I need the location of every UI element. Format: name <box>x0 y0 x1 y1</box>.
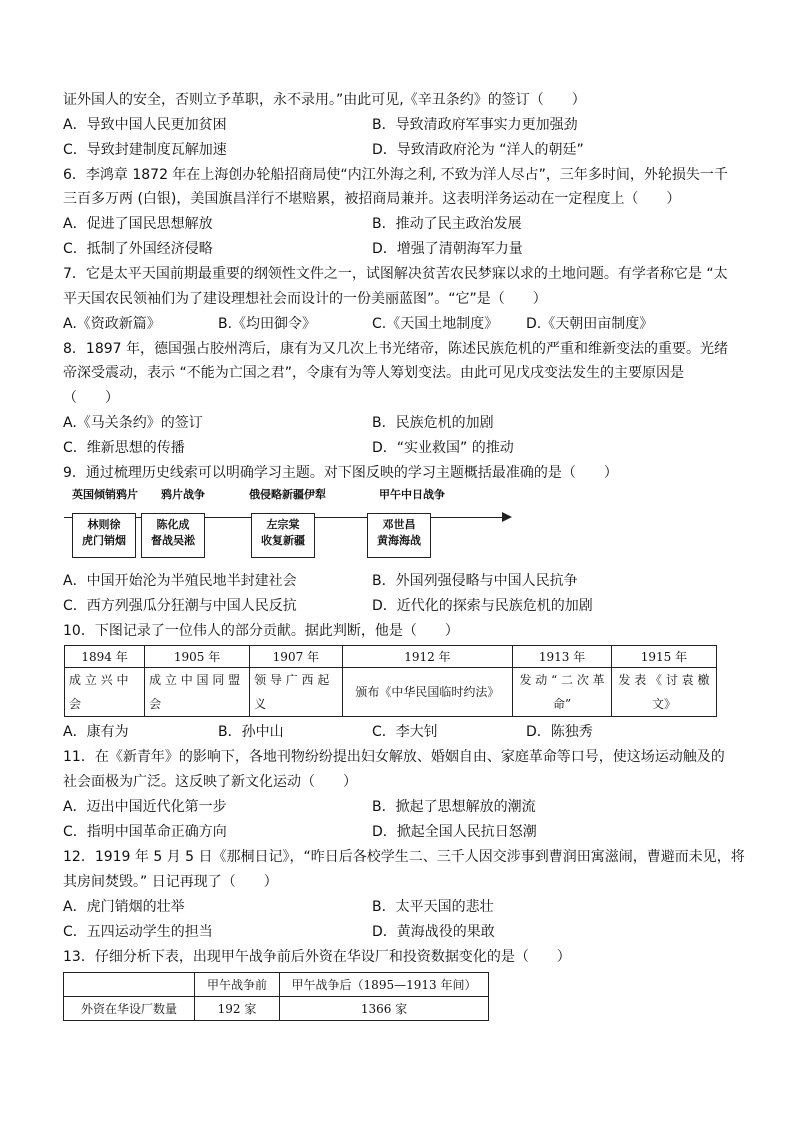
timeline-box-name: 林则徐 <box>87 518 121 531</box>
table-header-cell <box>64 973 195 997</box>
timeline-box-name: 邓世昌 <box>382 518 416 531</box>
event-cell <box>250 668 343 717</box>
q12-option-a[interactable]: A．虎门销烟的壮举 <box>63 899 185 915</box>
event-text: 领 导 广 西 起 <box>254 673 330 687</box>
timeline-box-name: 陈化成 <box>156 518 190 531</box>
timeline-label-sino-japanese-war: 甲午中日战争 <box>379 488 445 501</box>
event-text: 义 <box>254 697 267 711</box>
q5-option-d[interactable]: D．导致清政府沦为 “洋人的朝廷” <box>372 142 584 158</box>
q7-stem-line-2: 平天国农民领袖们为了建设理想社会而设计的一份美丽蓝图”。“它”是（ ） <box>63 291 547 307</box>
timeline-box-chen-huacheng <box>141 513 205 558</box>
timeline-box-event: 收复新疆 <box>261 534 305 547</box>
q11-option-a[interactable]: A．迈出中国近代化第一步 <box>63 799 227 815</box>
event-text: 发 动 “ 二 次 革 <box>519 673 605 687</box>
timeline-box-deng-shichang <box>367 513 431 558</box>
year-cell: 1894 年 <box>65 646 145 668</box>
q9-option-b[interactable]: B．外国列强侵略与中国人民抗争 <box>372 573 578 589</box>
q10-option-b[interactable]: B．孙中山 <box>218 724 284 740</box>
table-header-cell: 甲午战争前 <box>195 973 280 997</box>
event-cell <box>342 668 513 717</box>
event-cell <box>611 668 716 717</box>
q11-stem-line-2: 社会面极为广泛。这反映了新文化运动（ ） <box>63 774 357 790</box>
q10-option-c[interactable]: C．李大钊 <box>372 724 438 740</box>
q6-stem-line-1: 6．李鸿章 1872 年在上海创办轮船招商局使“内江外海之利, 不致为洋人尽占”，三年多时间，外轮损失一千 <box>63 167 728 183</box>
q5-option-a[interactable]: A．导致中国人民更加贫困 <box>63 117 227 133</box>
q10-table <box>64 645 717 717</box>
q8-stem-line-3: （ ） <box>63 390 119 406</box>
timeline-box-lin-zexu <box>72 513 136 558</box>
q6-option-c[interactable]: C．抵制了外国经济侵略 <box>63 241 213 257</box>
q12-option-c[interactable]: C．五四运动学生的担当 <box>63 924 213 940</box>
year-cell: 1912 年 <box>342 646 513 668</box>
q8-stem-line-2: 帝深受震动，表示 “不能为亡国之君”，令康有为等人筹划变法。由此可见戊戌变法发生的主要原因是 <box>63 365 684 381</box>
year-cell: 1915 年 <box>611 646 716 668</box>
table-cell: 1366 家 <box>280 997 489 1021</box>
table-cell: 外资在华设厂数量 <box>64 997 195 1021</box>
timeline-box-name: 左宗棠 <box>266 518 300 531</box>
q9-option-a[interactable]: A．中国开始沦为半殖民地半封建社会 <box>63 573 297 589</box>
q12-stem-line-2: 其房间焚毁。” 日记再现了（ ） <box>63 874 278 890</box>
event-cell <box>145 668 250 717</box>
year-cell: 1905 年 <box>145 646 250 668</box>
q6-option-a[interactable]: A．促进了国民思想解放 <box>63 216 213 232</box>
q10-option-d[interactable]: D．陈独秀 <box>526 724 593 740</box>
timeline-label-opium-dumping: 英国倾销鸦片 <box>72 488 138 501</box>
event-text: 颁布《中华民国临时约法》 <box>355 685 500 699</box>
q8-stem-line-1: 8．1897 年，德国强占胶州湾后，康有为又几次上书光绪帝，陈述民族危机的严重和维新变法的重要。光绪 <box>63 341 728 357</box>
q5-option-c[interactable]: C．导致封建制度瓦解加速 <box>63 142 227 158</box>
q12-stem-line-1: 12．1919 年 5 月 5 日《那桐日记》，“昨日后各校学生二、三千人因交涉事到曹润田寓滋闹，曹避而未见，将 <box>63 849 745 865</box>
q5-option-b[interactable]: B．导致清政府军事实力更加强劲 <box>372 117 578 133</box>
q8-option-a[interactable]: A.《马关条约》的签订 <box>63 415 203 431</box>
q6-stem-line-2: 三百多万两 (白银)，美国旗昌洋行不堪赔累，被招商局兼并。这表明洋务运动在一定程度上（ ） <box>63 191 681 207</box>
event-text: 文》 <box>651 697 676 711</box>
table-header-cell: 甲午战争后（1895—1913 年间） <box>280 973 489 997</box>
event-text: 成 立 中 国 同 盟 <box>149 673 241 687</box>
q11-stem-line-1: 11．在《新青年》的影响下，各地刊物纷纷提出妇女解放、婚姻自由、家庭革命等口号，使这场运动触及的 <box>63 749 725 765</box>
q6-option-d[interactable]: D．增强了清朝海军力量 <box>372 241 523 257</box>
timeline-box-zuo-zongtang <box>251 513 315 558</box>
q7-option-b[interactable]: B.《均田御令》 <box>218 316 317 332</box>
event-cell <box>513 668 612 717</box>
timeline-label-russia-ili: 俄侵略新疆伊犁 <box>249 488 326 501</box>
event-text: 会 <box>149 697 162 711</box>
q7-option-d[interactable]: D.《天朝田亩制度》 <box>526 316 654 332</box>
q12-option-b[interactable]: B．太平天国的悲壮 <box>372 899 494 915</box>
q11-option-b[interactable]: B．掀起了思想解放的潮流 <box>372 799 536 815</box>
q7-option-c[interactable]: C.《天国土地制度》 <box>372 316 499 332</box>
timeline-arrow-icon <box>502 512 512 522</box>
timeline-box-event: 虎门销烟 <box>82 534 126 547</box>
q13-stem: 13．仔细分析下表，出现甲午战争前后外资在华设厂和投资数据变化的是（ ） <box>63 949 571 965</box>
q9-option-d[interactable]: D．近代化的探索与民族危机的加剧 <box>372 598 593 614</box>
q10-stem: 10．下图记录了一位伟人的部分贡献。据此判断，他是（ ） <box>63 623 459 639</box>
q5-stem: 证外国人的安全，否则立予革职，永不录用。”由此可见,《辛丑条约》的签订（ ） <box>63 92 586 108</box>
q11-option-d[interactable]: D．掀起全国人民抗日怒潮 <box>372 824 537 840</box>
q9-option-c[interactable]: C．西方列强瓜分狂潮与中国人民反抗 <box>63 598 297 614</box>
q8-option-c[interactable]: C．维新思想的传播 <box>63 440 185 456</box>
q8-option-d[interactable]: D．“实业救国” 的推动 <box>372 440 514 456</box>
q10-option-a[interactable]: A．康有为 <box>63 724 129 740</box>
timeline-box-event: 督战吴淞 <box>151 534 195 547</box>
q11-option-c[interactable]: C．指明中国革命正确方向 <box>63 824 227 840</box>
q12-option-d[interactable]: D．黄海战役的果敢 <box>372 924 495 940</box>
q6-option-b[interactable]: B．推动了民主政治发展 <box>372 216 522 232</box>
event-cell <box>65 668 145 717</box>
timeline-box-event: 黄海海战 <box>377 534 421 547</box>
q7-stem-line-1: 7．它是太平天国前期最重要的纲领性文件之一，试图解决贫苦农民梦寐以求的土地问题。有学者称它是 “太 <box>63 266 728 282</box>
year-cell: 1913 年 <box>513 646 612 668</box>
q13-table <box>63 972 489 1021</box>
q8-option-b[interactable]: B．民族危机的加剧 <box>372 415 494 431</box>
event-text: 成 立 兴 中 <box>69 673 129 687</box>
timeline-label-opium-war: 鸦片战争 <box>161 488 205 501</box>
q7-option-a[interactable]: A.《资政新篇》 <box>63 316 161 332</box>
year-cell: 1907 年 <box>250 646 343 668</box>
table-cell: 192 家 <box>195 997 280 1021</box>
q9-stem: 9．通过梳理历史线索可以明确学习主题。对下图反映的学习主题概括最准确的是（ ） <box>63 465 618 481</box>
event-text: 会 <box>69 697 82 711</box>
event-text: 发 表 《 讨 袁 檄 <box>618 673 710 687</box>
event-text: 命” <box>552 697 572 711</box>
